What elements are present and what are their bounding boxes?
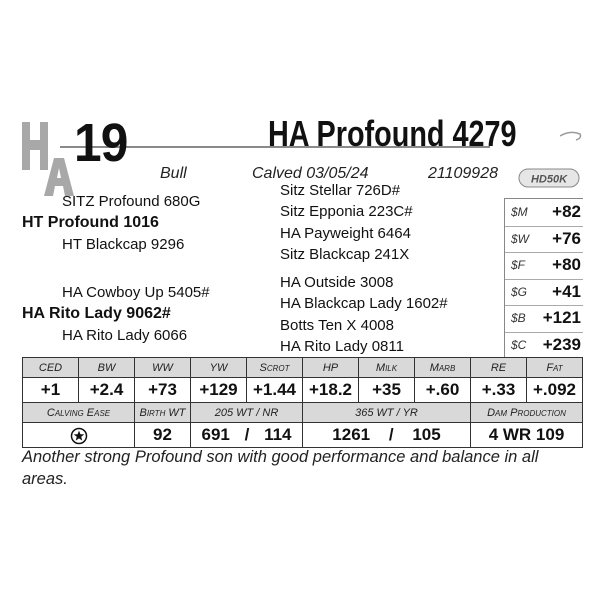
- sex: Bull: [160, 165, 187, 182]
- description: Another strong Profound son with good performance and balance in all areas.: [22, 448, 539, 488]
- dam-dam: HA Rito Lady 6066: [62, 327, 188, 344]
- epd-value: +2.4: [79, 378, 135, 403]
- epd-value: +.33: [471, 378, 527, 403]
- perf-header: 205 WT / NR: [191, 403, 303, 423]
- lot-number: 19: [74, 113, 128, 173]
- epd-header: WW: [135, 358, 191, 378]
- index-value: +239: [542, 334, 581, 354]
- dam-sire-sire: HA Outside 3008: [280, 274, 394, 291]
- epd-header: RE: [471, 358, 527, 378]
- epd-header-row: [23, 358, 583, 378]
- badge-text: HD50K: [530, 173, 568, 186]
- index-label: $F: [511, 258, 526, 272]
- epd-value: +35: [359, 378, 415, 403]
- weaning-cell: [191, 423, 303, 448]
- rope-tail-icon: [560, 128, 582, 142]
- index-value: +41: [552, 281, 581, 301]
- registration-number: 21109928: [428, 165, 498, 182]
- nr-value: 114: [264, 425, 292, 444]
- epd-header: Milk: [359, 358, 415, 378]
- wt365-separator: /: [388, 425, 394, 444]
- index-row: [505, 226, 583, 254]
- epd-table: [22, 357, 583, 448]
- index-row: [505, 332, 583, 359]
- sire-dam: HT Blackcap 9296: [62, 236, 185, 253]
- sire-sire: SITZ Profound 680G: [62, 193, 201, 210]
- epd-header: Marb: [415, 358, 471, 378]
- epd-value: +.092: [527, 378, 583, 403]
- sire-dam-sire: HA Payweight 6464: [280, 225, 411, 242]
- index-value: +82: [552, 202, 581, 221]
- star-circle-icon: [70, 427, 88, 445]
- sire-sire-dam: Sitz Epponia 223C#: [280, 203, 413, 220]
- animal-name: HA Profound 4279: [268, 113, 517, 154]
- hd50k-badge: [518, 168, 580, 188]
- index-label: $G: [511, 284, 528, 299]
- wt365-value: 1261: [332, 425, 371, 444]
- epd-header: BW: [79, 358, 135, 378]
- perf-header: 365 WT / YR: [303, 403, 471, 423]
- epd-header: Fat: [527, 358, 583, 378]
- index-label: $C: [511, 337, 527, 352]
- index-value: +80: [552, 255, 581, 274]
- dam-sire-dam: HA Blackcap Lady 1602#: [280, 295, 448, 312]
- perf-header: Birth WT: [135, 403, 191, 423]
- perf-header: Calving Ease: [23, 403, 135, 423]
- perf-header: Dam Production: [471, 403, 583, 423]
- dam-dam-dam: HA Rito Lady 0811: [280, 338, 404, 355]
- epd-value-row: [23, 378, 583, 403]
- epd-header: CED: [23, 358, 79, 378]
- sire: HT Profound 1016: [22, 214, 159, 231]
- epd-header: YW: [191, 358, 247, 378]
- wt205-value: 691: [201, 425, 230, 444]
- index-value: +76: [552, 228, 581, 248]
- epd-value: +1: [23, 378, 79, 403]
- calving-ease-cell: [23, 423, 135, 448]
- wt205-separator: /: [244, 425, 250, 444]
- performance-value-row: [23, 423, 583, 448]
- index-row: [505, 305, 583, 333]
- index-label: $W: [511, 231, 529, 246]
- index-label: $B: [511, 311, 526, 325]
- epd-value: +18.2: [303, 378, 359, 403]
- epd-header: Scrot: [247, 358, 303, 378]
- epd-value: +129: [191, 378, 247, 403]
- epd-value: +.60: [415, 378, 471, 403]
- dam-dam-sire: Botts Ten X 4008: [280, 317, 394, 334]
- dam-sire: HA Cowboy Up 5405#: [62, 284, 210, 301]
- sire-sire-sire: Sitz Stellar 726D#: [280, 182, 401, 199]
- sire-dam-dam: Sitz Blackcap 241X: [280, 246, 410, 263]
- calved-date: Calved 03/05/24: [252, 165, 369, 182]
- epd-value: +73: [135, 378, 191, 403]
- index-value: +121: [542, 308, 581, 327]
- dollar-index-box: [504, 198, 583, 359]
- index-row: [505, 252, 583, 280]
- performance-header-row: [23, 403, 583, 423]
- index-row: [505, 279, 583, 307]
- epd-header: HP: [303, 358, 359, 378]
- dam: HA Rito Lady 9062#: [22, 305, 171, 322]
- yearling-cell: [303, 423, 471, 448]
- index-row: [505, 199, 583, 227]
- index-label: $M: [511, 205, 528, 219]
- yr-value: 105: [412, 425, 441, 444]
- birth-weight: 92: [135, 423, 191, 448]
- dam-production: 4 WR 109: [471, 423, 583, 448]
- epd-value: +1.44: [247, 378, 303, 403]
